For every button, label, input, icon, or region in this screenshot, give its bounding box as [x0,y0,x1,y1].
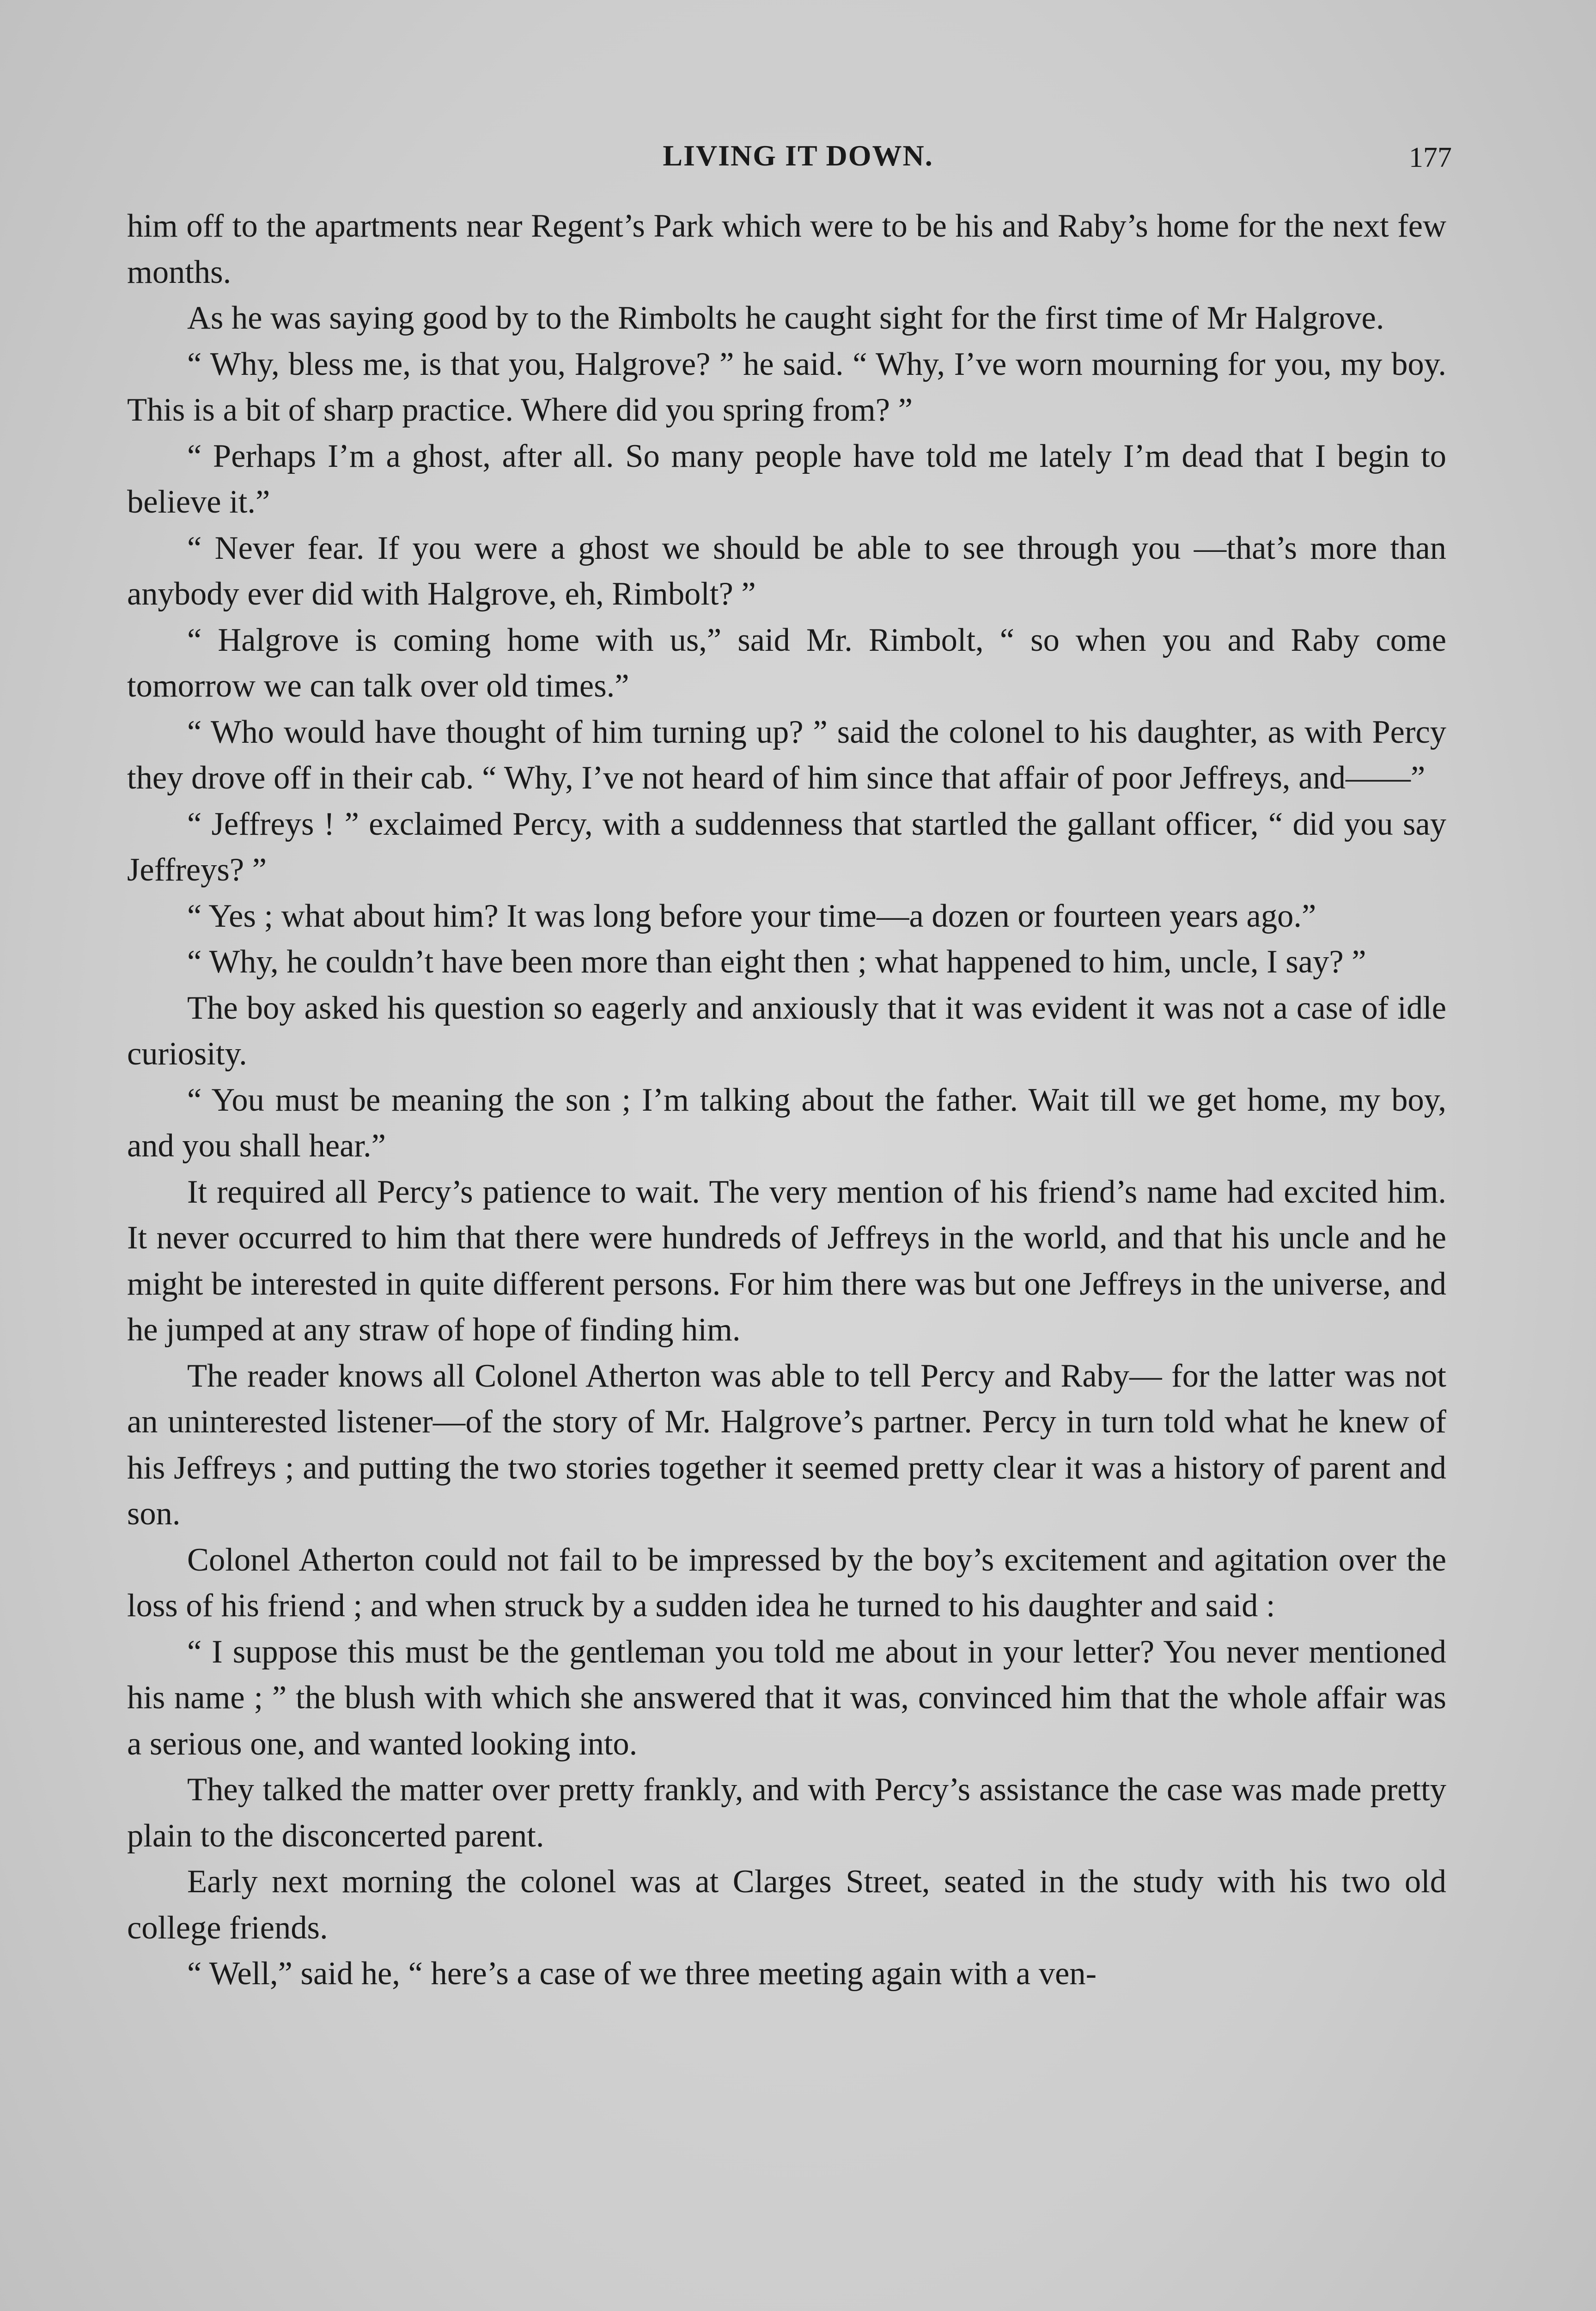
paragraph-5: “ Never fear. If you were a ghost we should be able to see through you —that’s more than anybody ever did with Halgrove, eh, Rimbolt? ” [127,530,1446,612]
paragraph-15: Colonel Atherton could not fail to be impressed by the boy’s excitement and agitation over the loss of his friend ; and when struck by a sudden idea he turned to his daughter and said : [127,1541,1446,1624]
body-text [127,203,1446,1997]
paragraph-3: “ Why, bless me, is that you, Halgrove? ” he said. “ Why, I’ve worn mourning for you, my boy. This is a bit of sharp practice. Where did you spring from? ” [127,346,1446,428]
running-head [0,139,1596,180]
paragraph-17: They talked the matter over pretty frankly, and with Percy’s assistance the case was made pretty plain to the disconcerted parent. [127,1772,1446,1854]
page-number: 177 [1409,142,1452,173]
paragraph-4: “ Perhaps I’m a ghost, after all. So many people have told me lately I’m dead that I begin to believe it.” [127,438,1446,520]
paragraph-19: “ Well,” said he, “ here’s a case of we three meeting again with a ven- [187,1956,1097,1992]
paragraph-7: “ Who would have thought of him turning up? ” said the colonel to his daughter, as with Percy they drove off in their cab. “ Why, I’ve not heard of him since that affair of poor Jeffreys, and——” [127,714,1446,796]
paragraph-2: As he was saying good by to the Rimbolts he caught sight for the first time of Mr Halgrove. [187,300,1384,336]
paragraph-12: “ You must be meaning the son ; I’m talking about the father. Wait till we get home, my boy, and you shall hear.” [127,1082,1446,1164]
paragraph-8: “ Jeffreys ! ” exclaimed Percy, with a suddenness that startled the gallant officer, “ did you say Jeffreys? ” [127,806,1446,888]
paragraph-16: “ I suppose this must be the gentleman you told me about in your letter? You never mentioned his name ; ” the blush with which she answered that it was, convinced him that the whole affair was a serious one, and wanted looking into. [127,1633,1446,1762]
paragraph-13: It required all Percy’s patience to wait. The very mention of his friend’s name had excited him. It never occurred to him that there were hundreds of Jeffreys in the world, and that his uncle and he might be interested in quite different persons. For him there was but one Jeffreys in the universe, and he jumped at any straw of hope of finding him. [127,1174,1446,1348]
paragraph-18: Early next morning the colonel was at Clarges Street, seated in the study with his two old college friends. [127,1864,1446,1946]
paragraph-6: “ Halgrove is coming home with us,” said Mr. Rimbolt, “ so when you and Raby come tomorrow we can talk over old times.” [127,622,1446,704]
running-title: LIVING IT DOWN. [663,139,933,172]
paragraph-10: “ Why, he couldn’t have been more than eight then ; what happened to him, uncle, I say? ” [187,944,1366,980]
paragraph-9: “ Yes ; what about him? It was long before your time—a dozen or fourteen years ago.” [187,898,1316,934]
paragraph-11: The boy asked his question so eagerly and anxiously that it was evident it was not a case of idle curiosity. [127,990,1446,1072]
paragraph-1: him off to the apartments near Regent’s Park which were to be his and Raby’s home for the next few months. [127,208,1446,290]
paragraph-14: The reader knows all Colonel Atherton was able to tell Percy and Raby— for the latter was not an uninterested listener—of the story of Mr. Halgrove’s partner. Percy in turn told what he knew of his Jeffreys ; and putting the two stories together it seemed pretty clear it was a history of parent and son. [127,1357,1446,1532]
